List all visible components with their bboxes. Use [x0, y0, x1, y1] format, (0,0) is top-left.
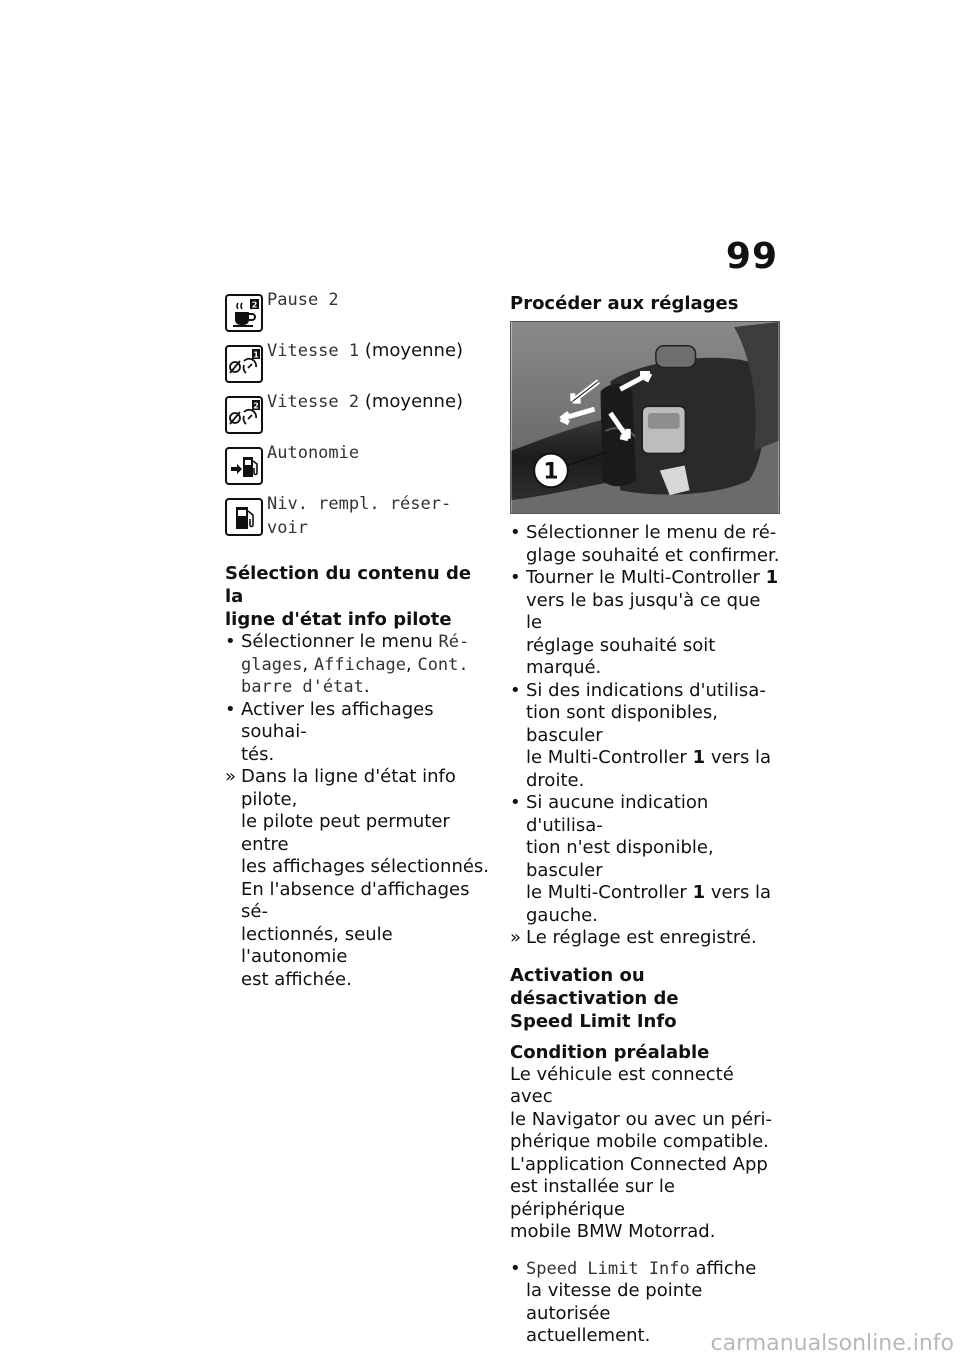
- icon-row-reserve: [225, 492, 495, 548]
- svg-text:1: 1: [253, 350, 259, 360]
- list-item: • Sélectionner le menu Ré- glages, Affichage, Cont. barre d'état.: [225, 631, 470, 697]
- bullet: •: [510, 567, 521, 588]
- list-item-result: » Dans la ligne d'état info pilote, le pilote peut permuter entre les affichages sélectionnés. En l'absence d'affichages sé- lectionnés, seule l'autonomie est affichée.: [225, 766, 490, 990]
- icon-row-pause: [225, 288, 495, 339]
- svg-text:2: 2: [253, 401, 259, 411]
- average-speed-1-icon: [225, 345, 263, 383]
- list-item: • Si aucune indication d'utilisa- tion n'est disponible, basculer le Multi-Controller 1 vers la gauche.: [510, 792, 772, 926]
- left-column: [225, 288, 495, 991]
- icon-code: Autonomie: [267, 443, 360, 463]
- icon-suffix: (moyenne): [359, 391, 464, 412]
- page-number: 99: [725, 236, 778, 277]
- icon-suffix: (moyenne): [359, 340, 464, 361]
- handlebar-controller-photo: [510, 321, 780, 514]
- bullet: •: [225, 631, 236, 652]
- section-title-status-line: Sélection du contenu de la ligne d'état info pilote: [225, 563, 472, 630]
- callout-label: 1: [543, 459, 559, 485]
- fuel-range-icon: [225, 447, 263, 485]
- bullet: •: [510, 679, 521, 701]
- bullet: •: [510, 1257, 521, 1279]
- right-column: [510, 288, 782, 1348]
- coffee-cup-icon: [225, 294, 263, 332]
- watermark: carmanualsonline.info: [710, 1331, 954, 1356]
- icon-code: Vitesse 1: [267, 341, 360, 361]
- status-line-steps: [225, 631, 495, 991]
- icon-row-vitesse-2: [225, 390, 495, 441]
- fuel-reserve-icon: [225, 498, 263, 536]
- list-item: • Speed Limit Info affiche la vitesse de pointe autorisée actuellement.: [510, 1257, 757, 1346]
- list-item: • Sélectionner le menu de ré- glage souhaité et confirmer.: [510, 522, 780, 566]
- result-marker: »: [510, 927, 522, 948]
- icon-code: Niv. rempl. réser-: [267, 494, 452, 514]
- icon-row-vitesse-1: [225, 339, 495, 390]
- list-item-result: » Le réglage est enregistré.: [510, 927, 757, 948]
- icon-code: Vitesse 2: [267, 392, 360, 412]
- result-marker: »: [225, 766, 237, 787]
- list-item: • Si des indications d'utilisa- tion sont disponibles, basculer le Multi-Controller 1 vers la droite.: [510, 679, 772, 791]
- icon-code: Pause 2: [267, 290, 339, 310]
- icon-row-autonomie: [225, 441, 495, 492]
- section-title-speed-limit: Activation ou désactivation de Speed Limit Info: [510, 964, 679, 1032]
- condition-title: Condition préalable: [510, 1041, 710, 1063]
- bullet: •: [510, 522, 521, 543]
- settings-steps: [510, 522, 782, 950]
- list-item: • Activer les affichages souhai- tés.: [225, 698, 434, 765]
- list-item: • Tourner le Multi-Controller 1 vers le bas jusqu'à ce que le réglage souhaité soit marqué.: [510, 567, 779, 678]
- bullet: •: [225, 698, 236, 720]
- bullet: •: [510, 792, 521, 813]
- average-speed-2-icon: [225, 396, 263, 434]
- condition-text: Le véhicule est connecté avec le Navigator ou avec un péri- phérique mobile compatible. L'application Connected App est installée sur le périphérique mobile BMW Motorrad.: [510, 1063, 773, 1242]
- section-title-settings: Procéder aux réglages: [510, 293, 739, 314]
- svg-text:2: 2: [251, 300, 258, 310]
- icon-code-continued: voir: [267, 518, 308, 538]
